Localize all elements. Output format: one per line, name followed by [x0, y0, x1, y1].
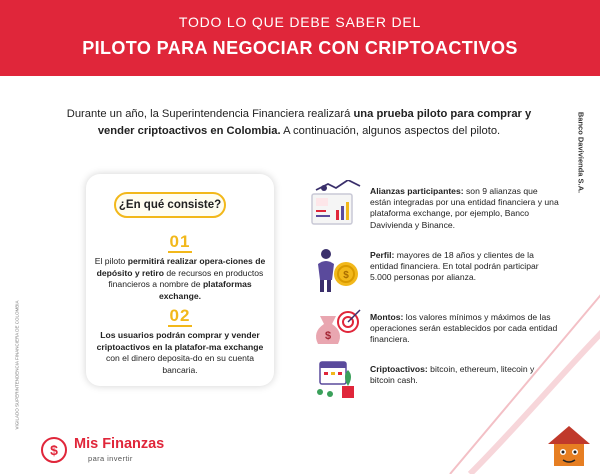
svg-text:$: $ — [50, 442, 58, 458]
feature-perfil-label: Perfil: — [370, 250, 395, 260]
dollar-circle-icon — [40, 436, 68, 464]
calendar-plant-icon — [312, 356, 360, 400]
item-1-bold-b: plataformas exchange. — [158, 279, 252, 301]
item-1-text-b: de recursos en productos financieros a nombre de — [108, 267, 264, 289]
feature-alianzas-label: Alianzas participantes: — [370, 186, 464, 196]
feature-criptoactivos-label: Criptoactivos: — [370, 364, 428, 374]
number-underline — [168, 325, 192, 327]
header-line-1: TODO LO QUE DEBE SABER DEL — [178, 14, 422, 30]
intro-text-2: A continuación, algunos aspectos del piloto. — [280, 125, 501, 137]
number-underline — [168, 251, 192, 253]
intro-paragraph — [64, 106, 534, 140]
feature-montos — [370, 312, 560, 346]
item-number-2: 02 — [169, 306, 191, 325]
vigilado-mark — [10, 300, 24, 438]
feature-montos-text: los valores mínimos y máximos de las operaciones serán establecidos por cada entidad financiera. — [370, 312, 558, 345]
item-2-bold-a: Los usuarios podrán comprar y vender criptoactivos en la platafor-ma exchange — [96, 330, 264, 352]
intro-text-1: Durante un año, la Superintendencia Financiera realizará — [66, 108, 354, 120]
svg-text:$: $ — [324, 330, 332, 342]
feature-alianzas — [370, 186, 560, 231]
logo-subtitle: para invertir — [88, 454, 133, 463]
item-number-1: 01 — [169, 232, 191, 251]
logo-title: Mis Finanzas — [74, 436, 165, 452]
side-credit — [572, 100, 588, 210]
header-banner — [0, 0, 600, 76]
feature-criptoactivos-text: bitcoin, ethereum, litecoin y bitcoin cash. — [370, 364, 535, 386]
header-line-2: PILOTO PARA NEGOCIAR CON CRIPTOACTIVOS — [82, 38, 518, 58]
item-1-text-a: El piloto — [94, 256, 128, 266]
feature-perfil-text: mayores de 18 años y clientes de la entidad financiera. En total podrán participar 5.000 personas por alianza. — [370, 250, 539, 283]
person-coin-icon — [312, 244, 362, 294]
feature-criptoactivos — [370, 364, 560, 386]
house-mascot-icon — [544, 420, 594, 470]
item-1-bold-a: permitirá realizar opera-ciones de depósito y retiro — [96, 256, 266, 278]
item-2-text-a: con el dinero deposita-do en su cuenta bancaria. — [105, 353, 255, 375]
mis-finanzas-logo — [40, 436, 200, 468]
side-credit-text: Banco Davivienda S.A. — [576, 111, 586, 194]
money-bag-target-icon — [310, 304, 362, 350]
feature-perfil — [370, 250, 560, 284]
feature-alianzas-text: son 9 alianzas que están integradas por una entidad financiera y una plataforma exchange, por ejemplo, Banco Davivienda y Binance. — [370, 186, 559, 230]
panel-item-2-text — [92, 330, 268, 376]
feature-montos-label: Montos: — [370, 312, 404, 322]
intro-text-bold: una prueba piloto para comprar y vender criptoactivos en Colombia. — [97, 108, 532, 137]
chart-board-icon — [306, 180, 366, 230]
vigilado-text: VIGILADO SUPERINTENDENCIA FINANCIERA DE COLOMBIA — [14, 300, 20, 430]
svg-text:$: $ — [343, 270, 349, 281]
panel-title: ¿En qué consiste? — [114, 192, 226, 218]
panel-item-1-text — [92, 256, 268, 302]
